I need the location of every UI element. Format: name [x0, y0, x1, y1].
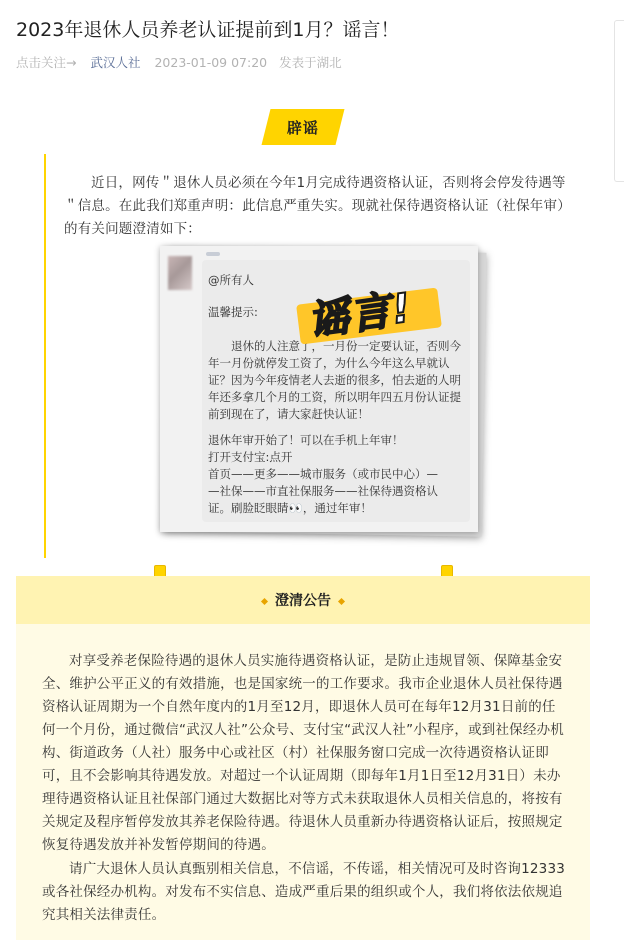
chat-line: 证。刷脸眨眼睛👀，通过年审！ — [208, 501, 372, 515]
chat-tip-label: 温馨提示: — [208, 305, 258, 319]
notice-paragraph-1: 对享受养老保险待遇的退休人员实施待遇资格认证，是防止违规冒领、保障基金安全、维护公平正义的有效措施，也是国家统一的工作要求。我市企业退休人员社保待遇资格认证周期为一个自然年度内的1月至12月，即退休人员可在每年12月31日前的任何一个月份，通过微信“武汉人社”公众号、支付宝“武汉人社”小程序，或到社保经办机构、街道政务（人社）服务中心或社区（村）社保服务窗口完成一次待遇资格认证即可，且不会影响其待遇发放。对超过一个认证周期（即每年1月1日至12月31日）未办理待遇资格认证且社保部门通过大数据比对等方式未获取退休人员相关信息的，将按有关规定及程序暂停发放其养老保险待遇。待退休人员重新办待遇资格认证后，按照规定恢复待遇发放并补发暂停期间的待遇。 — [42, 653, 564, 853]
side-panel — [614, 20, 624, 182]
debunk-tag — [262, 109, 345, 145]
rumor-stamp-text: 谣言! — [305, 284, 416, 345]
notice-header — [16, 576, 590, 624]
article-title: 2023年退休人员养老认证提前到1月？谣言！ — [16, 19, 400, 41]
avatar — [168, 256, 192, 290]
publish-location: 发表于湖北 — [279, 55, 342, 70]
debunk-tag-label: 辟谣 — [286, 118, 319, 137]
blurred-sender-name — [206, 252, 220, 256]
chat-body-1: 退休的人注意了，一月份一定要认证，否则今年一月份就停发工资了，为什么今年这么早就认证？因为今年疫情老人去逝的很多，怕去逝的人明年还多拿几个月的工资，所以明年四五月份认证提前到现在了，请大家赶快认证！ — [208, 339, 461, 421]
notice-paragraph-2: 请广大退休人员认真甄别相关信息，不信谣，不传谣，相关情况可及时咨询12333或各社保经办机构。对发布不实信息、造成严重后果的组织或个人，我们将依法依规追究其相关法律责任。 — [42, 861, 566, 923]
chat-line: —社保——市直社保服务——社保待遇资格认 — [208, 484, 438, 498]
chat-at-all: @所有人 — [208, 273, 254, 287]
chat-body-2 — [208, 432, 470, 517]
quote-rule — [44, 154, 46, 558]
publish-time: 2023-01-09 07:20 — [154, 55, 268, 70]
intro-paragraph: 近日，网传＂退休人员必须在今年1月完成待遇资格认证，否则将会停发待遇等＂信息。在此我们郑重声明：此信息严重失实。现就社保待遇资格认证（社保年审）的有关问题澄清如下： — [64, 175, 571, 237]
author-link[interactable]: 武汉人社 — [90, 55, 141, 70]
chat-line: 退休年审开始了！可以在手机上年审！ — [208, 433, 404, 447]
follow-link[interactable]: 点击关注→ — [16, 55, 77, 70]
article-meta — [16, 54, 342, 72]
rumor-stamp — [280, 276, 440, 346]
chat-line: 打开支付宝:点开 — [208, 450, 293, 464]
notice-title: 澄清公告 — [16, 590, 590, 610]
chat-line: 首页——更多——城市服务（或市民中心）— — [208, 467, 438, 481]
